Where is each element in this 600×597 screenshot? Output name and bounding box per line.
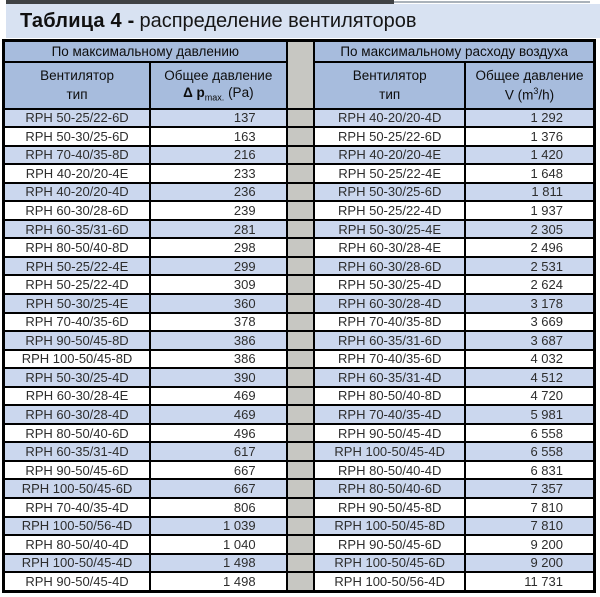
- table-row: [4, 238, 595, 257]
- table-row: [4, 313, 595, 332]
- right-fan-type: RPH 50-30/25-4D: [314, 275, 465, 294]
- right-fan-type: RPH 60-30/28-4D: [314, 294, 465, 313]
- table-gap-cell: [287, 201, 315, 220]
- table-gap-cell: [287, 405, 315, 424]
- right-airflow-value: 1 937: [465, 201, 594, 220]
- right-fan-type: RPH 70-40/35-4D: [314, 405, 465, 424]
- left-fan-type: RPH 60-30/28-6D: [4, 201, 151, 220]
- table-gap-cell: [287, 146, 315, 165]
- left-fan-type: RPH 60-30/28-4D: [4, 405, 151, 424]
- left-fan-type: RPH 80-50/40-4D: [4, 535, 151, 554]
- left-pressure-value: 386: [150, 350, 287, 369]
- table-gap-cell: [287, 183, 315, 202]
- airflow-unit-post: /h): [538, 87, 555, 103]
- left-fan-type: RPH 90-50/45-4D: [4, 572, 151, 591]
- right-airflow-value: 4 720: [465, 387, 594, 406]
- left-fan-type: RPH 70-40/35-8D: [4, 146, 151, 165]
- left-pressure-value: 137: [150, 109, 287, 128]
- fans-table: [2, 39, 596, 593]
- left-pressure-value: 617: [150, 442, 287, 461]
- table-row: [4, 109, 595, 128]
- table-gap-cell: [287, 331, 315, 350]
- right-type-header-line1: Вентилятор: [352, 68, 427, 84]
- left-fan-type: RPH 50-30/25-4E: [4, 294, 151, 313]
- table-row: [4, 554, 595, 573]
- right-fan-type: RPH 90-50/45-8D: [314, 498, 465, 517]
- right-airflow-value: 6 558: [465, 424, 594, 443]
- table-gap-cell: [287, 498, 315, 517]
- table-row: [4, 405, 595, 424]
- right-fan-type: RPH 70-40/35-8D: [314, 313, 465, 332]
- right-fan-type: RPH 40-20/20-4D: [314, 109, 465, 128]
- table-row: [4, 368, 595, 387]
- right-airflow-value: 2 305: [465, 220, 594, 239]
- left-pressure-value: 806: [150, 498, 287, 517]
- left-fan-type: RPH 50-30/25-6D: [4, 127, 151, 146]
- right-airflow-value: 9 200: [465, 554, 594, 573]
- right-airflow-value: 3 687: [465, 331, 594, 350]
- right-fan-type: RPH 60-35/31-6D: [314, 331, 465, 350]
- table-row: [4, 350, 595, 369]
- table-gap-cell: [287, 238, 315, 257]
- right-airflow-value: 2 496: [465, 238, 594, 257]
- right-airflow-value: 5 981: [465, 405, 594, 424]
- left-group-header: По максимальному давлению: [4, 41, 287, 62]
- table-gap-cell: [287, 461, 315, 480]
- left-fan-type: RPH 80-50/40-6D: [4, 424, 151, 443]
- left-fan-type: RPH 50-25/22-6D: [4, 109, 151, 128]
- left-fan-type: RPH 50-25/22-4D: [4, 275, 151, 294]
- right-fan-type: RPH 40-20/20-4E: [314, 146, 465, 165]
- right-type-column-header: [314, 62, 465, 109]
- pressure-subscript: max.: [204, 92, 225, 103]
- table-title-label: Таблица 4 -: [20, 9, 135, 32]
- left-pressure-value: 1 498: [150, 554, 287, 573]
- table-gap-cell: [287, 572, 315, 591]
- table-row: [4, 164, 595, 183]
- table-gap-cell: [287, 517, 315, 536]
- left-fan-type: RPH 100-50/45-6D: [4, 479, 151, 498]
- right-fan-type: RPH 80-50/40-6D: [314, 479, 465, 498]
- left-fan-type: RPH 40-20/20-4D: [4, 183, 151, 202]
- table-row: [4, 479, 595, 498]
- left-pressure-value: 469: [150, 405, 287, 424]
- table-gap-cell: [287, 109, 315, 128]
- table-gap-cell: [287, 127, 315, 146]
- right-airflow-value: 1 420: [465, 146, 594, 165]
- left-pressure-value: 163: [150, 127, 287, 146]
- pressure-unit-pa: (Pa): [228, 84, 254, 100]
- top-rule-faint: [394, 1, 590, 3]
- right-airflow-value: 2 531: [465, 257, 594, 276]
- table-gap-cell: [287, 442, 315, 461]
- table-row: [4, 461, 595, 480]
- left-fan-type: RPH 60-35/31-6D: [4, 220, 151, 239]
- table-gap-cell: [287, 294, 315, 313]
- right-airflow-value: 1 811: [465, 183, 594, 202]
- right-airflow-column-header: [465, 62, 594, 109]
- left-fan-type: RPH 100-50/45-8D: [4, 350, 151, 369]
- table-row: [4, 572, 595, 591]
- pressure-symbol: p: [196, 84, 205, 100]
- table-row: [4, 498, 595, 517]
- left-pressure-value: 1 040: [150, 535, 287, 554]
- right-fan-type: RPH 50-30/25-4E: [314, 220, 465, 239]
- table-row: [4, 331, 595, 350]
- table-gap-cell: [287, 554, 315, 573]
- table-row: [4, 220, 595, 239]
- right-airflow-value: 2 624: [465, 275, 594, 294]
- left-fan-type: RPH 80-50/40-8D: [4, 238, 151, 257]
- left-pressure-value: 667: [150, 461, 287, 480]
- table-title-text: распределение вентиляторов: [139, 9, 417, 32]
- right-airflow-unit: [505, 86, 554, 103]
- left-pressure-value: 233: [150, 164, 287, 183]
- right-airflow-value: 1 292: [465, 109, 594, 128]
- table-row: [4, 201, 595, 220]
- table-row: [4, 517, 595, 536]
- left-fan-type: RPH 90-50/45-6D: [4, 461, 151, 480]
- table-gap-cell: [287, 424, 315, 443]
- table-gap-cell: [287, 350, 315, 369]
- table-row: [4, 275, 595, 294]
- left-pressure-unit: [183, 85, 254, 103]
- table-row: [4, 146, 595, 165]
- right-fan-type: RPH 60-30/28-6D: [314, 257, 465, 276]
- right-airflow-value: 11 731: [465, 572, 594, 591]
- table-gap-cell: [287, 535, 315, 554]
- table-gap-cell: [287, 368, 315, 387]
- airflow-unit-sup: 3: [533, 85, 539, 96]
- table-row: [4, 127, 595, 146]
- right-group-header: По максимальному расходу воздуха: [314, 41, 594, 62]
- right-airflow-value: 7 357: [465, 479, 594, 498]
- left-pressure-value: 216: [150, 146, 287, 165]
- table-row: [4, 387, 595, 406]
- left-pressure-value: 386: [150, 331, 287, 350]
- table-gap-cell: [287, 313, 315, 332]
- table-row: [4, 183, 595, 202]
- left-pressure-value: 299: [150, 257, 287, 276]
- right-airflow-value: 9 200: [465, 535, 594, 554]
- group-header-row: [4, 41, 595, 62]
- left-fan-type: RPH 50-25/22-4E: [4, 257, 151, 276]
- airflow-symbol: V: [504, 87, 514, 103]
- table-row: [4, 535, 595, 554]
- right-fan-type: RPH 90-50/45-6D: [314, 535, 465, 554]
- delta-symbol: Δ: [183, 84, 193, 100]
- right-airflow-value: 3 178: [465, 294, 594, 313]
- title-banner: [6, 4, 600, 38]
- left-pressure-value: 298: [150, 238, 287, 257]
- left-pressure-value: 360: [150, 294, 287, 313]
- right-fan-type: RPH 80-50/40-4D: [314, 461, 465, 480]
- right-airflow-value: 6 558: [465, 442, 594, 461]
- table-body: [4, 109, 595, 592]
- table-gap-cell: [287, 479, 315, 498]
- table-gap-cell: [287, 275, 315, 294]
- right-airflow-value: 6 831: [465, 461, 594, 480]
- right-airflow-value: 7 810: [465, 517, 594, 536]
- right-fan-type: RPH 90-50/45-4D: [314, 424, 465, 443]
- table-row: [4, 424, 595, 443]
- right-airflow-value: 3 669: [465, 313, 594, 332]
- right-fan-type: RPH 60-35/31-4D: [314, 368, 465, 387]
- left-pressure-value: 309: [150, 275, 287, 294]
- left-pressure-value: 469: [150, 387, 287, 406]
- table-gap-cell: [287, 257, 315, 276]
- right-fan-type: RPH 50-25/22-6D: [314, 127, 465, 146]
- right-fan-type: RPH 80-50/40-8D: [314, 387, 465, 406]
- left-pressure-value: 236: [150, 183, 287, 202]
- right-airflow-value: 4 512: [465, 368, 594, 387]
- left-fan-type: RPH 50-30/25-4D: [4, 368, 151, 387]
- left-fan-type: RPH 40-20/20-4E: [4, 164, 151, 183]
- left-fan-type: RPH 70-40/35-4D: [4, 498, 151, 517]
- right-fan-type: RPH 60-30/28-4E: [314, 238, 465, 257]
- left-type-header-line1: Вентилятор: [40, 68, 114, 84]
- table-gap-cell: [287, 220, 315, 239]
- left-fan-type: RPH 90-50/45-8D: [4, 331, 151, 350]
- table-gap-header: [287, 41, 315, 109]
- right-fan-type: RPH 50-30/25-6D: [314, 183, 465, 202]
- left-fan-type: RPH 60-30/28-4E: [4, 387, 151, 406]
- left-fan-type: RPH 70-40/35-6D: [4, 313, 151, 332]
- left-pressure-value: 496: [150, 424, 287, 443]
- right-fan-type: RPH 100-50/56-4D: [314, 572, 465, 591]
- right-airflow-value: 4 032: [465, 350, 594, 369]
- right-fan-type: RPH 70-40/35-6D: [314, 350, 465, 369]
- table-row: [4, 294, 595, 313]
- left-fan-type: RPH 100-50/56-4D: [4, 517, 151, 536]
- left-type-header-line2: тип: [66, 86, 88, 102]
- left-pressure-value: 281: [150, 220, 287, 239]
- table-row: [4, 442, 595, 461]
- left-pressure-value: 239: [150, 201, 287, 220]
- left-pressure-column-header: [150, 62, 287, 109]
- left-fan-type: RPH 60-35/31-4D: [4, 442, 151, 461]
- airflow-unit-pre: (m: [517, 87, 534, 103]
- left-type-column-header: [4, 62, 151, 109]
- right-type-header-line2: тип: [379, 86, 401, 102]
- table-gap-cell: [287, 387, 315, 406]
- fans-table-wrap: [2, 39, 596, 593]
- left-pressure-value: 667: [150, 479, 287, 498]
- left-pressure-value: 390: [150, 368, 287, 387]
- left-pressure-value: 378: [150, 313, 287, 332]
- right-fan-type: RPH 100-50/45-8D: [314, 517, 465, 536]
- right-fan-type: RPH 50-25/22-4E: [314, 164, 465, 183]
- right-fan-type: RPH 100-50/45-6D: [314, 554, 465, 573]
- left-pressure-value: 1 039: [150, 517, 287, 536]
- right-airflow-value: 1 376: [465, 127, 594, 146]
- right-airflow-value: 7 810: [465, 498, 594, 517]
- table-gap-cell: [287, 164, 315, 183]
- left-pressure-value: 1 498: [150, 572, 287, 591]
- right-fan-type: RPH 100-50/45-4D: [314, 442, 465, 461]
- left-fan-type: RPH 100-50/45-4D: [4, 554, 151, 573]
- left-pressure-header-line1: Общее давление: [164, 67, 273, 83]
- right-airflow-value: 1 648: [465, 164, 594, 183]
- table-row: [4, 257, 595, 276]
- right-airflow-header-line1: Общее давление: [475, 67, 584, 83]
- right-fan-type: RPH 50-25/22-4D: [314, 201, 465, 220]
